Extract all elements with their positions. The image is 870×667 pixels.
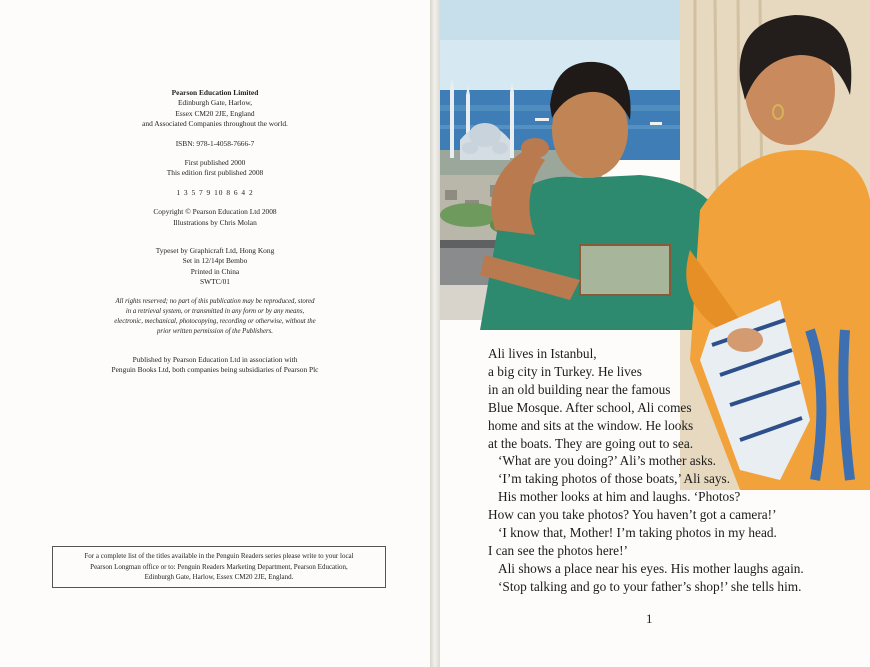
note-line: For a complete list of the titles available in the Penguin Readers series please write to your local [84,552,354,560]
typeset-line: Typeset by Graphicraft Ltd, Hong Kong [155,246,275,256]
print-line: 1 3 5 7 9 10 8 6 4 2 [176,187,254,197]
story-line: Ali lives in Istanbul, [488,346,597,361]
note-line: Pearson Longman office or to: Penguin Readers Marketing Department, Pearson Education, [90,562,348,571]
story-line: Blue Mosque. After school, Ali comes [488,399,692,415]
story-text [488,345,858,596]
published-by-line: Penguin Books Ltd, both companies being subsidiaries of Pearson Plc [111,365,319,375]
first-published: First published 2000 [184,158,246,168]
address-line: Edinburgh Gate, Harlow, [177,98,253,108]
story-line: I can see the photos here!’ [488,542,628,558]
note-line: Edinburgh Gate, Harlow, Essex CM20 2JE, England. [144,573,294,581]
story-line: in an old building near the famous [488,381,671,397]
rights-line: electronic, mechanical, photocopying, recording or otherwise, without the [114,317,316,325]
published-by-line: Published by Pearson Education Ltd in association with [132,354,298,364]
typeset-line: Printed in China [190,266,240,276]
publisher-name: Pearson Education Limited [171,88,259,97]
typeset-line: Set in 12/14pt Bembo [182,256,248,266]
address-line: and Associated Companies throughout the world. [142,119,288,129]
copyright-line: Copyright © Pearson Education Ltd 2008 [153,207,277,217]
story-line: How can you take photos? You haven’t got a camera!’ [488,507,777,523]
rights-line: in a retrieval system, or transmitted in any form or by any means, [125,307,305,315]
story-line: ‘Stop talking and go to your father’s shop!’ she tells him. [498,578,802,594]
story-line: ‘I’m taking photos of those boats,’ Ali says. [498,471,731,487]
copyright-page [0,0,430,667]
address-line: Essex CM20 2JE, England [175,108,255,118]
story-line: at the boats. They are going out to sea. [488,435,694,451]
imprint-block [95,88,335,376]
rights-line: All rights reserved; no part of this publication may be reproduced, stored [115,297,315,305]
isbn: ISBN: 978-1-4058-7666-7 [175,138,255,148]
illustrations-credit: Illustrations by Chris Molan [173,217,257,227]
story-line: ‘I know that, Mother! I’m taking photos in my head. [498,525,777,541]
book-gutter [430,0,440,667]
rights-line: prior written permission of the Publishers. [157,327,273,335]
page-number: 1 [646,611,653,626]
story-line: ‘What are you doing?’ Ali’s mother asks. [498,453,716,469]
story-line: His mother looks at him and laughs. ‘Photos? [498,489,741,505]
story-page [440,0,870,667]
story-line: Ali shows a place near his eyes. His mother laughs again. [498,560,804,576]
series-note-box [52,546,386,588]
story-line: home and sits at the window. He looks [488,417,694,433]
typeset-line: SWTC/01 [200,277,230,287]
edition-line: This edition first published 2008 [166,168,264,178]
story-line: a big city in Turkey. He lives [488,363,642,379]
